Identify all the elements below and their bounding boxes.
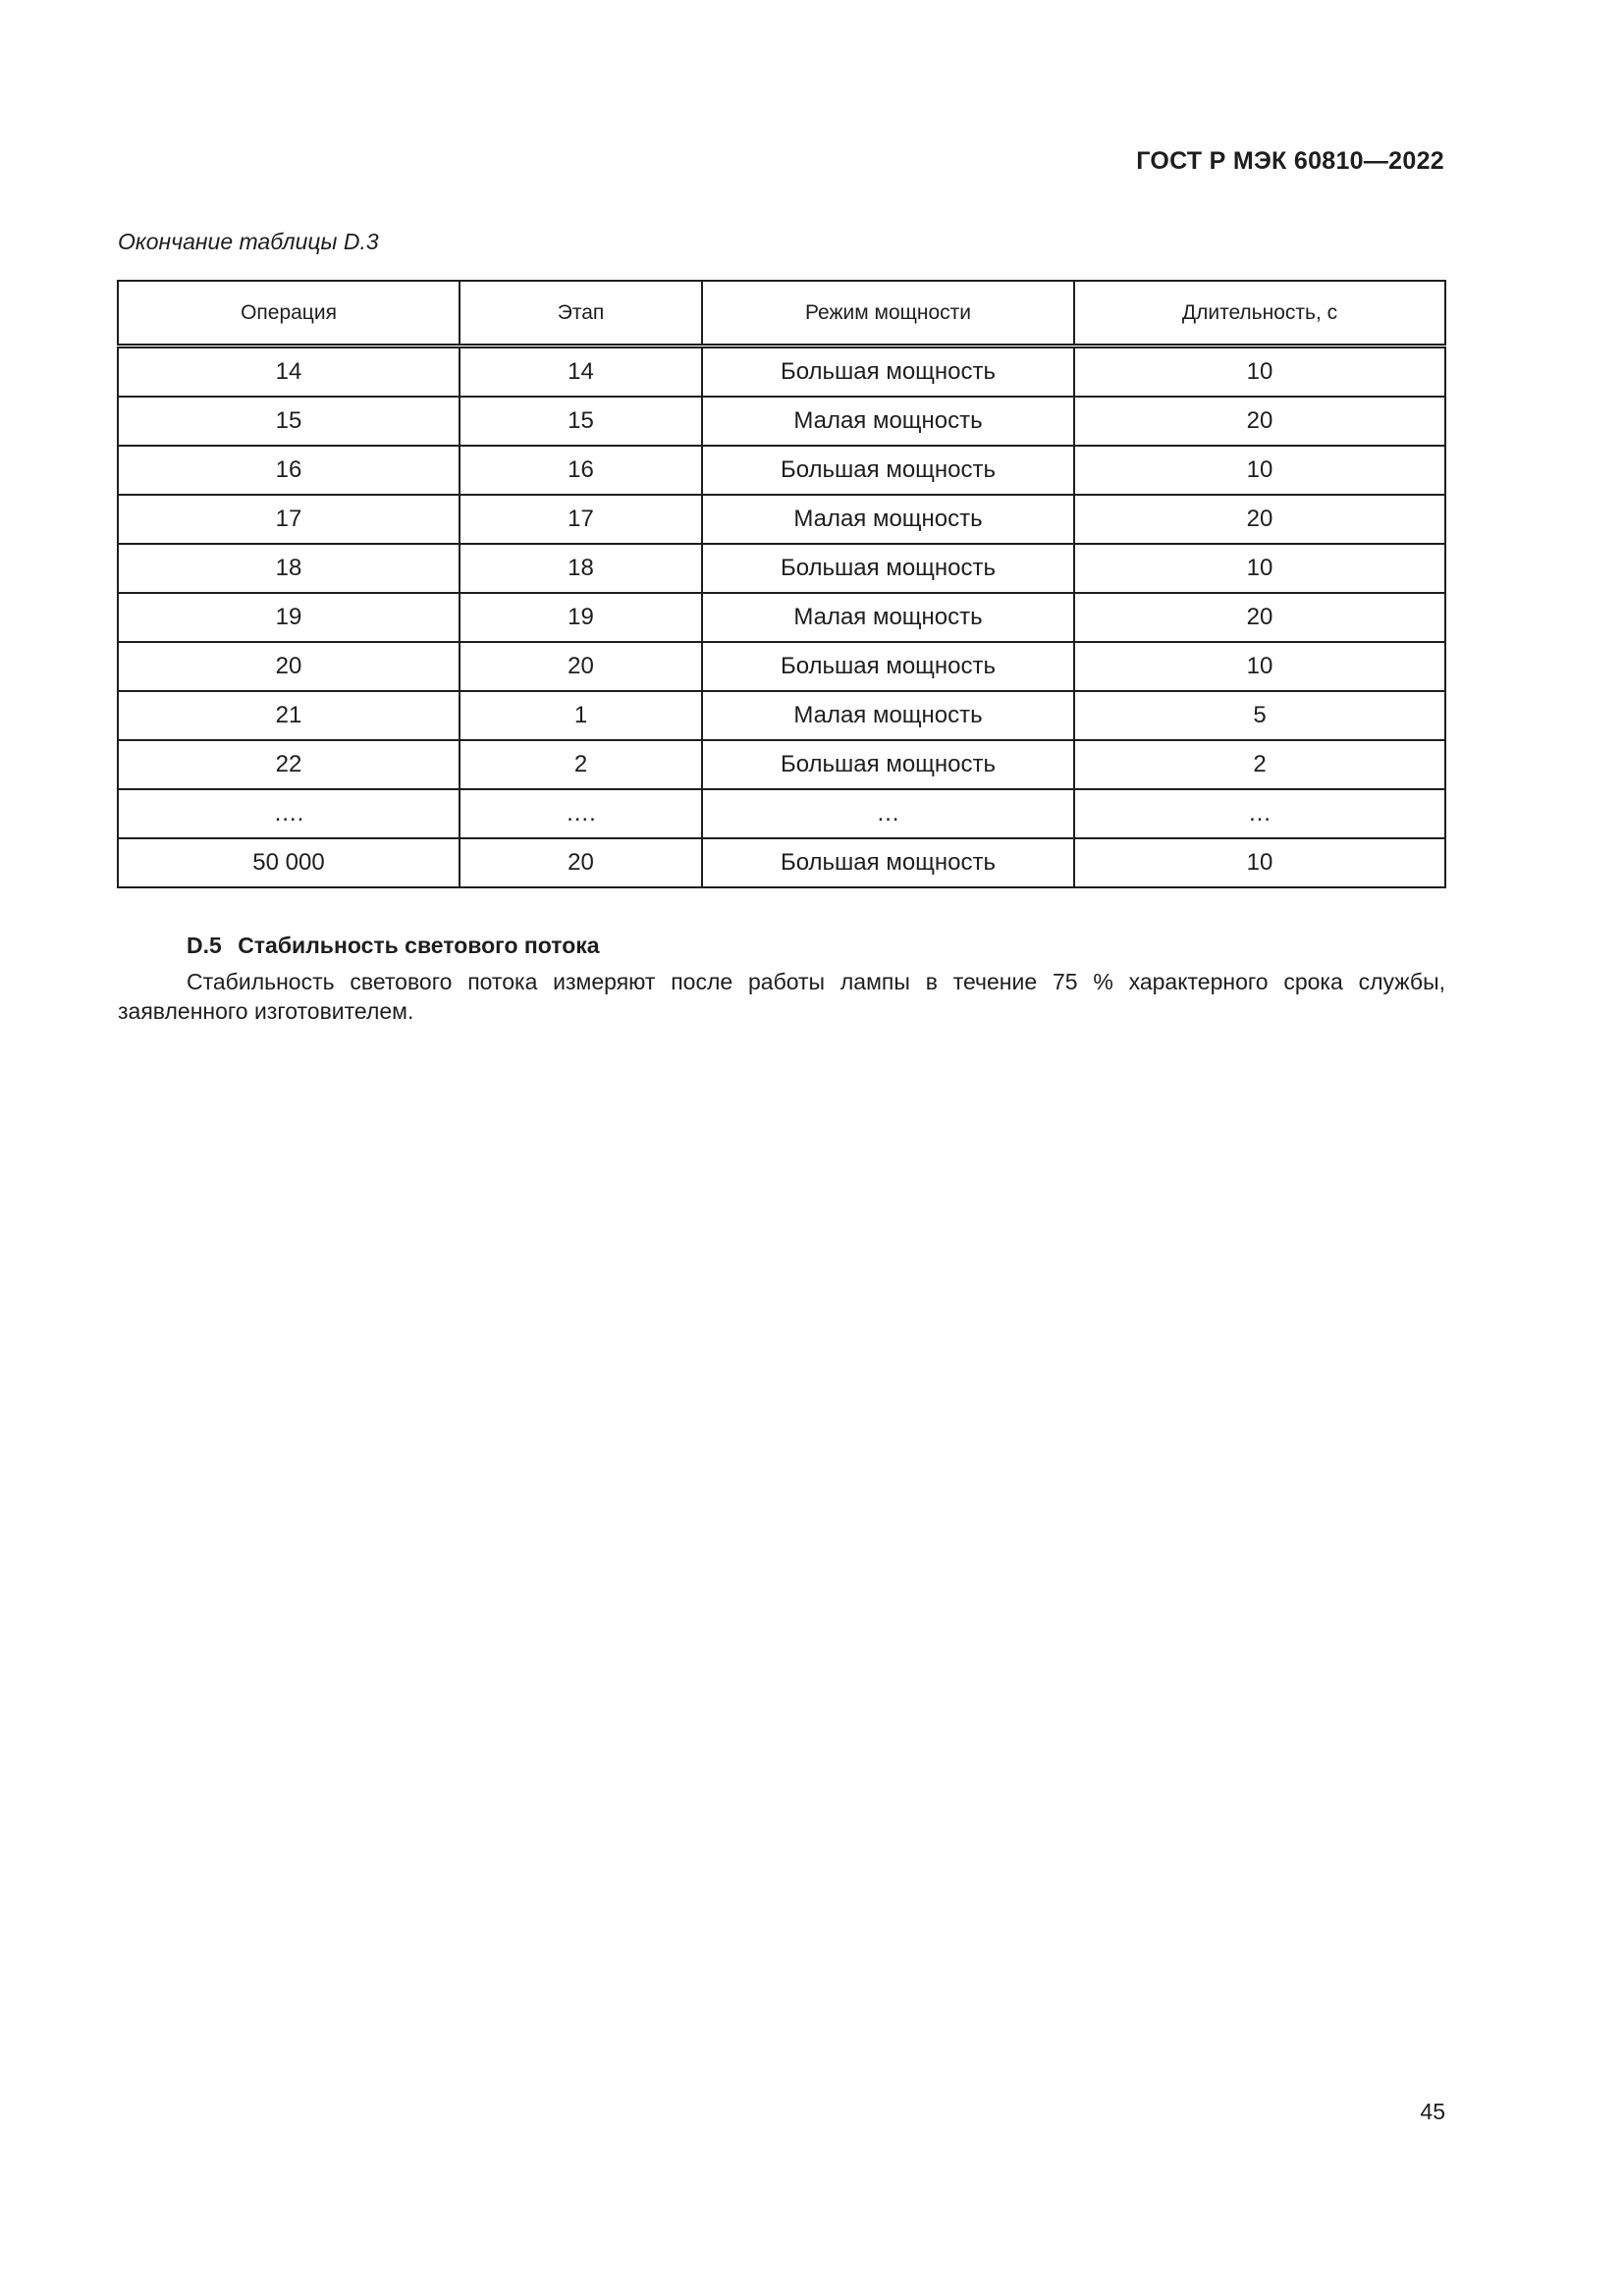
cell-duration: … — [1074, 789, 1445, 838]
cell-stage: 15 — [460, 397, 702, 446]
table-row — [118, 691, 1445, 740]
cell-power-mode: Малая мощность — [702, 397, 1074, 446]
cell-operation: 18 — [118, 544, 460, 593]
cell-stage: 2 — [460, 740, 702, 789]
section-heading — [187, 933, 600, 959]
column-header-power-mode: Режим мощности — [702, 281, 1074, 347]
cell-power-mode: Большая мощность — [702, 642, 1074, 691]
cell-operation: 16 — [118, 446, 460, 495]
cell-power-mode: Большая мощность — [702, 544, 1074, 593]
table-row — [118, 544, 1445, 593]
cell-duration: 20 — [1074, 397, 1445, 446]
cell-duration: 10 — [1074, 642, 1445, 691]
cell-stage: 20 — [460, 642, 702, 691]
cell-power-mode: … — [702, 789, 1074, 838]
cell-stage: 17 — [460, 495, 702, 544]
cell-operation: 21 — [118, 691, 460, 740]
table-row — [118, 642, 1445, 691]
cell-power-mode: Малая мощность — [702, 593, 1074, 642]
document-code: ГОСТ Р МЭК 60810—2022 — [1136, 147, 1444, 175]
column-header-duration: Длительность, с — [1074, 281, 1445, 347]
table-row — [118, 838, 1445, 887]
cell-operation: 19 — [118, 593, 460, 642]
cell-stage: 18 — [460, 544, 702, 593]
data-table — [117, 280, 1446, 888]
cell-duration: 20 — [1074, 495, 1445, 544]
table-row — [118, 397, 1445, 446]
section-number: D.5 — [187, 933, 222, 958]
cell-stage: 20 — [460, 838, 702, 887]
cell-power-mode: Малая мощность — [702, 495, 1074, 544]
column-header-stage: Этап — [460, 281, 702, 347]
table-row — [118, 740, 1445, 789]
cell-duration: 10 — [1074, 838, 1445, 887]
table-row — [118, 446, 1445, 495]
cell-power-mode: Большая мощность — [702, 838, 1074, 887]
cell-operation: 22 — [118, 740, 460, 789]
table-header-row — [118, 281, 1445, 347]
cell-stage: 16 — [460, 446, 702, 495]
cell-duration: 10 — [1074, 446, 1445, 495]
cell-power-mode: Большая мощность — [702, 740, 1074, 789]
cell-stage: 1 — [460, 691, 702, 740]
cell-duration: 10 — [1074, 544, 1445, 593]
table-caption: Окончание таблицы D.3 — [118, 229, 379, 254]
cell-operation: 20 — [118, 642, 460, 691]
cell-duration: 20 — [1074, 593, 1445, 642]
cell-stage: 14 — [460, 347, 702, 398]
cell-duration: 5 — [1074, 691, 1445, 740]
section-title: Стабильность светового потока — [238, 933, 600, 958]
cell-operation: 50 000 — [118, 838, 460, 887]
cell-stage: 19 — [460, 593, 702, 642]
cell-duration: 2 — [1074, 740, 1445, 789]
cell-power-mode: Большая мощность — [702, 446, 1074, 495]
cell-power-mode: Малая мощность — [702, 691, 1074, 740]
cell-operation: 15 — [118, 397, 460, 446]
cell-operation: 17 — [118, 495, 460, 544]
table-row — [118, 347, 1445, 398]
section-paragraph: Стабильность светового потока измеряют после работы лампы в течение 75 % характерного срока службы, заявленного изготовителем. — [118, 969, 1445, 1024]
cell-stage: …. — [460, 789, 702, 838]
table-row — [118, 789, 1445, 838]
cell-duration: 10 — [1074, 347, 1445, 398]
page-number: 45 — [1420, 2099, 1445, 2124]
cell-operation: …. — [118, 789, 460, 838]
cell-operation: 14 — [118, 347, 460, 398]
cell-power-mode: Большая мощность — [702, 347, 1074, 398]
table-row — [118, 593, 1445, 642]
table-row — [118, 495, 1445, 544]
column-header-operation: Операция — [118, 281, 460, 347]
